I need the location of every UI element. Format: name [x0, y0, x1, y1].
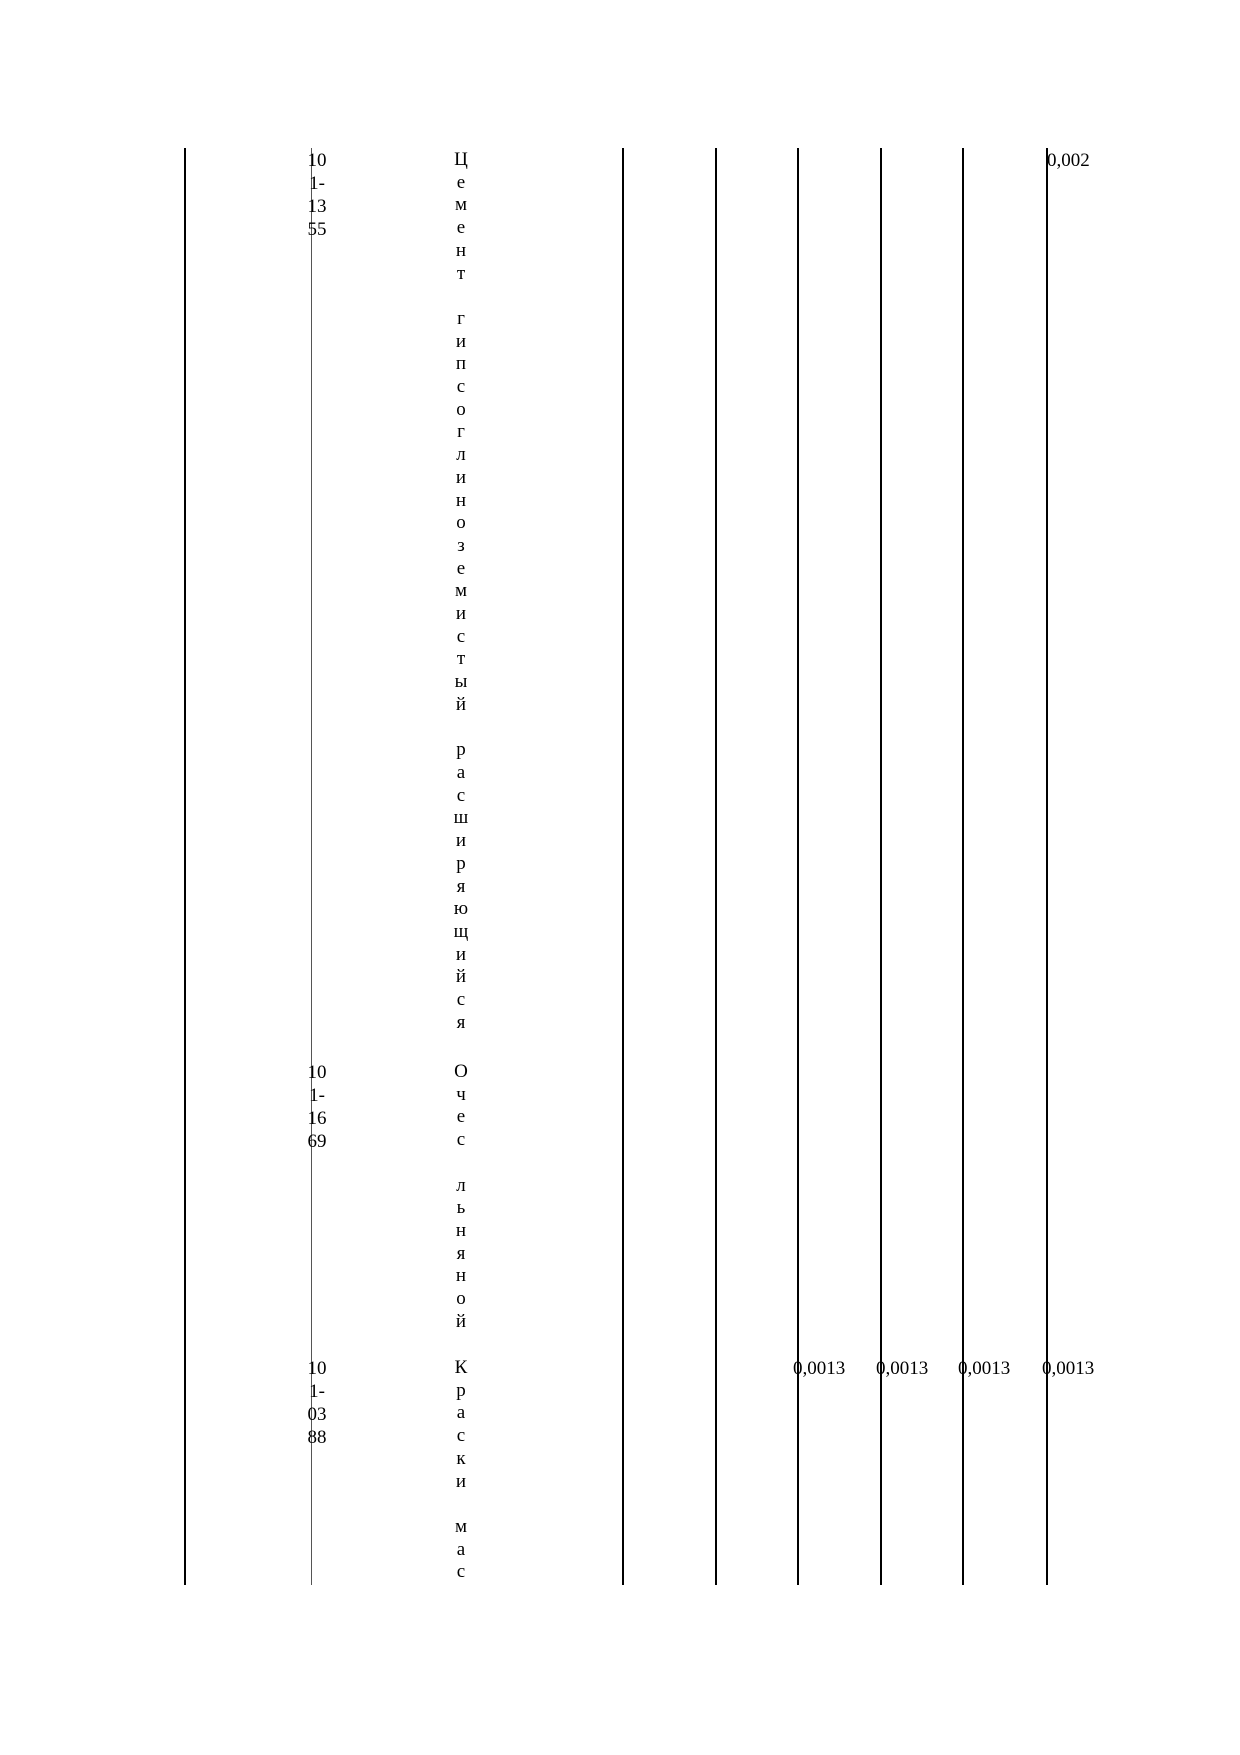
column-divider-name	[622, 148, 624, 1585]
quantity-value: 0,0013	[1042, 1358, 1095, 1379]
material-code: 10 1- 13 55	[307, 150, 327, 240]
material-name: К р а с к и м а с	[454, 1357, 468, 1583]
material-name: О ч е с л ь н я н о й	[454, 1061, 468, 1332]
quantity-value: 0,0013	[876, 1358, 929, 1379]
quantity-value: 0,002	[1047, 150, 1090, 171]
quantity-value: 0,0013	[958, 1358, 1011, 1379]
material-code: 10 1- 16 69	[307, 1062, 327, 1152]
quantity-value: 0,0013	[793, 1358, 846, 1379]
material-code: 10 1- 03 88	[307, 1358, 327, 1448]
table-border-left	[184, 148, 186, 1585]
material-name: Ц е м е н т г и п с о г л и н о з е м и с т ы й р а с ш и р я ю щ и й с я	[453, 149, 469, 1033]
column-divider-1	[715, 148, 717, 1585]
